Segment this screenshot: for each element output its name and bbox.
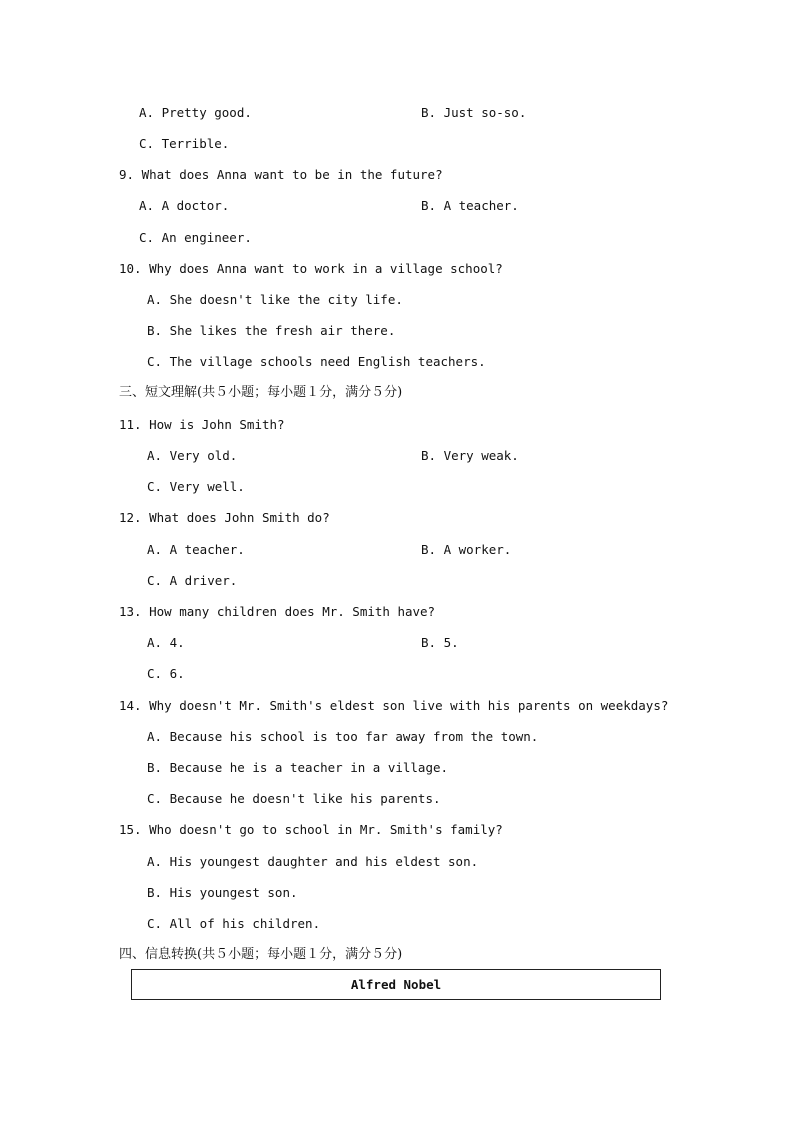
q13-question: 13. How many children does Mr. Smith have? bbox=[119, 604, 436, 619]
section4-heading: 四、信息转换(共５小题；每小题１分，满分５分) bbox=[119, 947, 403, 962]
q13-option-b: B. 5. bbox=[421, 635, 459, 650]
q9-question: 9. What does Anna want to be in the future? bbox=[119, 167, 443, 182]
q11-question: 11. How is John Smith? bbox=[119, 417, 285, 432]
q14-option-b: B. Because he is a teacher in a village. bbox=[147, 760, 449, 775]
q10-option-c: C. The village schools need English teachers. bbox=[147, 354, 486, 369]
q14-question: 14. Why doesn't Mr. Smith's eldest son live with his parents on weekdays? bbox=[119, 698, 669, 713]
section3-heading: 三、短文理解(共５小题；每小题１分，满分５分) bbox=[119, 385, 403, 400]
q12-option-b: B. A worker. bbox=[421, 542, 512, 557]
q13-option-a: A. 4. bbox=[147, 635, 185, 650]
q14-option-a: A. Because his school is too far away from the town. bbox=[147, 729, 539, 744]
q8-option-a: A. Pretty good. bbox=[139, 105, 252, 120]
q11-option-b: B. Very weak. bbox=[421, 448, 519, 463]
q9-option-a: A. A doctor. bbox=[139, 198, 230, 213]
q12-option-a: A. A teacher. bbox=[147, 542, 245, 557]
q15-option-c: C. All of his children. bbox=[147, 916, 321, 931]
q11-option-a: A. Very old. bbox=[147, 448, 238, 463]
q9-option-c: C. An engineer. bbox=[139, 230, 252, 245]
info-table bbox=[131, 969, 661, 1000]
q11-option-c: C. Very well. bbox=[147, 479, 245, 494]
q8-option-c: C. Terrible. bbox=[139, 136, 230, 151]
q12-option-c: C. A driver. bbox=[147, 573, 238, 588]
q10-option-a: A. She doesn't like the city life. bbox=[147, 292, 403, 307]
q9-option-b: B. A teacher. bbox=[421, 198, 519, 213]
q14-option-c: C. Because he doesn't like his parents. bbox=[147, 791, 441, 806]
q15-option-b: B. His youngest son. bbox=[147, 885, 298, 900]
q15-question: 15. Who doesn't go to school in Mr. Smith's family? bbox=[119, 822, 503, 837]
q12-question: 12. What does John Smith do? bbox=[119, 510, 330, 525]
q10-option-b: B. She likes the fresh air there. bbox=[147, 323, 396, 338]
q10-question: 10. Why does Anna want to work in a village school? bbox=[119, 261, 503, 276]
info-table-title: Alfred Nobel bbox=[350, 977, 442, 992]
q15-option-a: A. His youngest daughter and his eldest son. bbox=[147, 854, 479, 869]
q13-option-c: C. 6. bbox=[147, 666, 185, 681]
q8-option-b: B. Just so-so. bbox=[421, 105, 527, 120]
